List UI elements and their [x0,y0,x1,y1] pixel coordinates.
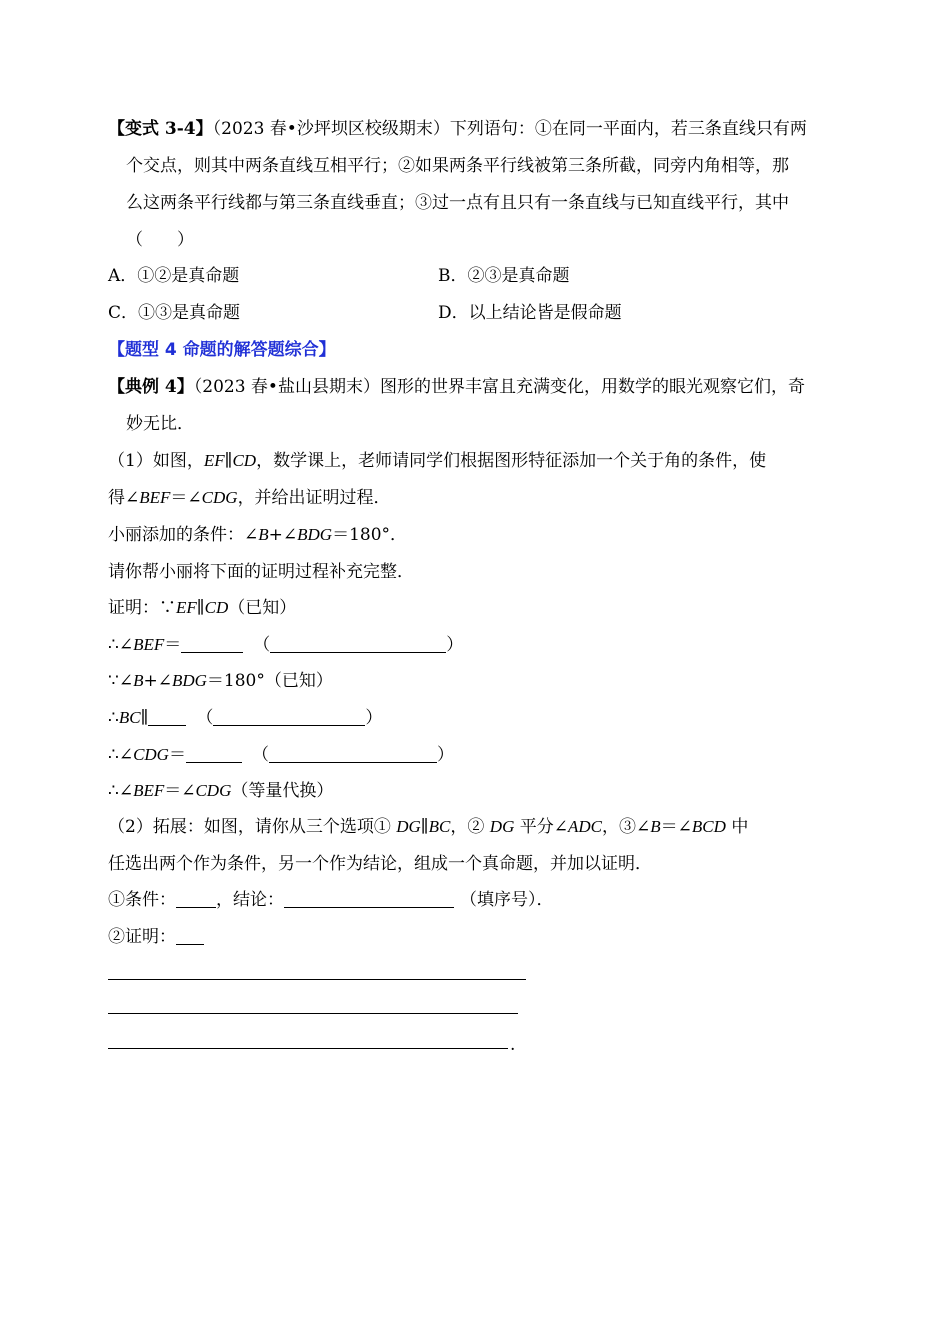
proof-line-1: 证明：∵EF∥CD（已知） [108,598,297,618]
proof-blank[interactable] [176,927,204,945]
variant-line-2: 个交点，则其中两条直线互相平行；②如果两条平行线被第三条所截，同旁内角相等，那 [126,156,789,176]
conclusion-blank[interactable] [284,890,454,908]
proof-line-5: ∴∠CDG＝ （ ） [108,745,454,765]
answer-line-2: ②证明： [108,925,204,949]
answer-rule-1[interactable] [108,979,526,980]
part2-line-2: 任选出两个作为条件，另一个作为结论，组成一个真命题，并加以证明． [108,854,652,874]
part1-line-1: （1）如图，EF∥CD，数学课上，老师请同学们根据图形特征添加一个关于角的条件，使 [108,451,767,471]
example-line-2: 妙无比． [126,414,194,434]
ask-line: 请你帮小丽将下面的证明过程补充完整． [108,562,414,582]
part1-line-2: 得∠BEF＝∠CDG，并给出证明过程． [108,488,391,508]
fill-reason-3[interactable] [269,745,437,763]
condition-blank[interactable] [176,890,216,908]
variant-line-1: 【变式 3-4】（2023 春•沙坪坝区校级期末）下列语句：①在同一平面内，若三条直线只有两 [108,119,807,139]
proof-line-4: ∴BC∥ （ ） [108,708,383,728]
proof-line-2: ∴∠BEF＝ （ ） [108,635,464,655]
option-b: B．②③是真命题 [438,266,570,286]
answer-rule-2[interactable] [108,1013,518,1014]
fill-blank-2[interactable] [148,708,186,726]
part2-line-1: （2）拓展：如图，请你从三个选项① DG∥BC，② DG 平分∠ADC，③∠B＝∠BCD 中 [108,817,749,837]
answer-line-1: ①条件： ，结论： （填序号）． [108,890,554,910]
fill-reason-1[interactable] [270,635,446,653]
proof-line-6: ∴∠BEF＝∠CDG（等量代换） [108,781,334,801]
fill-reason-2[interactable] [213,708,365,726]
example-line-1: 【典例 4】（2023 春•盐山县期末）图形的世界丰富且充满变化，用数学的眼光观察它们，奇 [108,377,805,397]
answer-rule-3[interactable] [108,1048,508,1049]
condition-line: 小丽添加的条件：∠B+∠BDG＝180°． [108,525,408,545]
final-period: . [510,1035,516,1055]
option-c: C．①③是真命题 [108,303,241,323]
variant-tag: 【变式 3-4】 [108,119,213,139]
option-a: A．①②是真命题 [108,266,240,286]
example-tag: 【典例 4】 [108,377,194,397]
fill-blank-3[interactable] [186,745,242,763]
fill-blank-1[interactable] [181,635,243,653]
variant-line-3: 么这两条平行线都与第三条直线垂直；③过一点有且只有一条直线与已知直线平行，其中 [126,193,789,213]
option-d: D．以上结论皆是假命题 [438,303,622,323]
variant-answer-paren: （ ） [126,230,194,250]
section-title: 【题型 4 命题的解答题综合】 [108,340,336,360]
proof-line-3: ∵∠B+∠BDG＝180°（已知） [108,671,333,691]
